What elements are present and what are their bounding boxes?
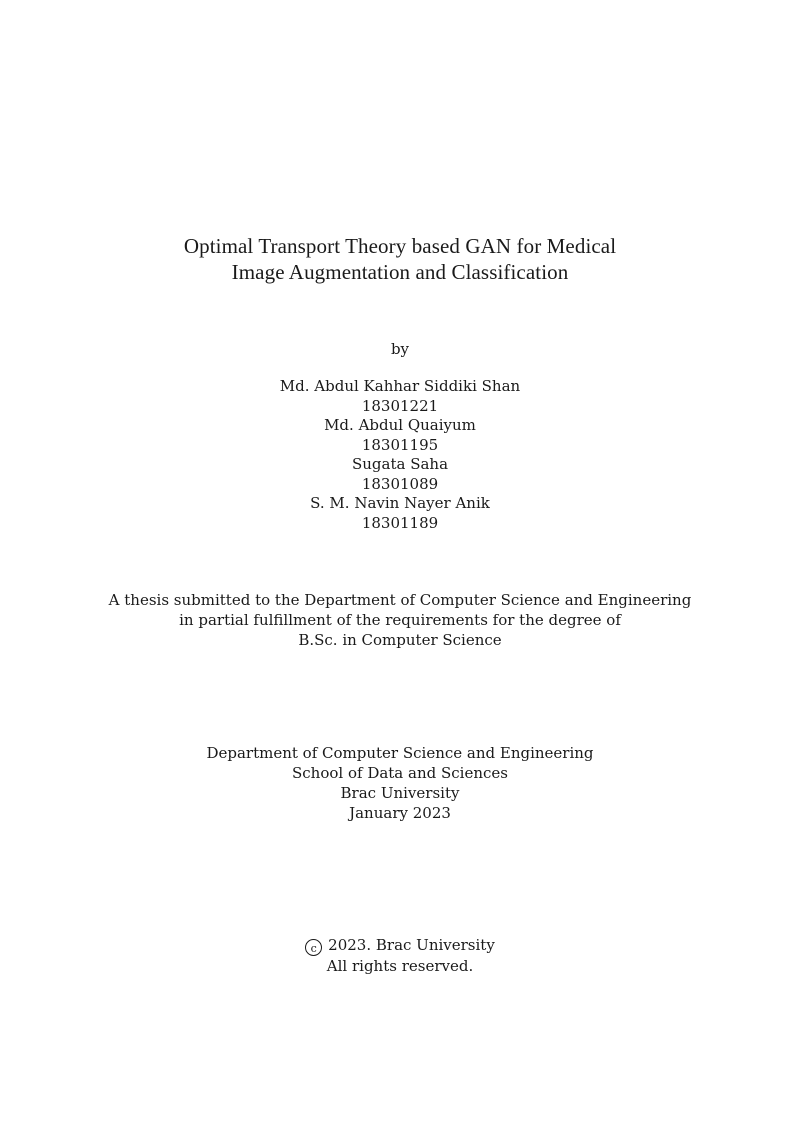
copyright-line — [0, 935, 800, 956]
submission-line-1: A thesis submitted to the Department of Computer Science and Engineering — [108, 591, 692, 609]
thesis-title-line-1: Optimal Transport Theory based GAN for Medical — [183, 234, 617, 258]
submission-line-3: B.Sc. in Computer Science — [298, 631, 502, 649]
copyright-icon: c — [305, 939, 322, 956]
university-name: Brac University — [340, 784, 460, 802]
author-list — [0, 377, 800, 533]
submission-date: January 2023 — [349, 804, 451, 822]
by-label — [0, 339, 800, 359]
affiliation — [0, 743, 800, 823]
submission-line-2: in partial fulfillment of the requirements for the degree of — [179, 611, 621, 629]
copyright-notice — [0, 935, 800, 976]
rights-reserved: All rights reserved. — [326, 957, 474, 975]
author-id: 18301195 — [361, 435, 439, 454]
author-id: 18301089 — [361, 474, 439, 493]
department-name: Department of Computer Science and Engineering — [206, 744, 594, 762]
thesis-title-line-2: Image Augmentation and Classification — [231, 260, 569, 284]
submission-statement — [0, 590, 800, 650]
author-name: Md. Abdul Quaiyum — [324, 416, 476, 434]
author-id: 18301189 — [361, 513, 439, 532]
author-name: Sugata Saha — [351, 455, 449, 473]
thesis-title — [0, 233, 800, 285]
by-text: by — [390, 340, 410, 358]
author-id: 18301221 — [361, 396, 439, 415]
copyright-text: 2023. Brac University — [328, 936, 495, 954]
author-name: S. M. Navin Nayer Anik — [310, 494, 490, 512]
school-name: School of Data and Sciences — [292, 764, 508, 782]
author-name: Md. Abdul Kahhar Siddiki Shan — [279, 377, 521, 395]
